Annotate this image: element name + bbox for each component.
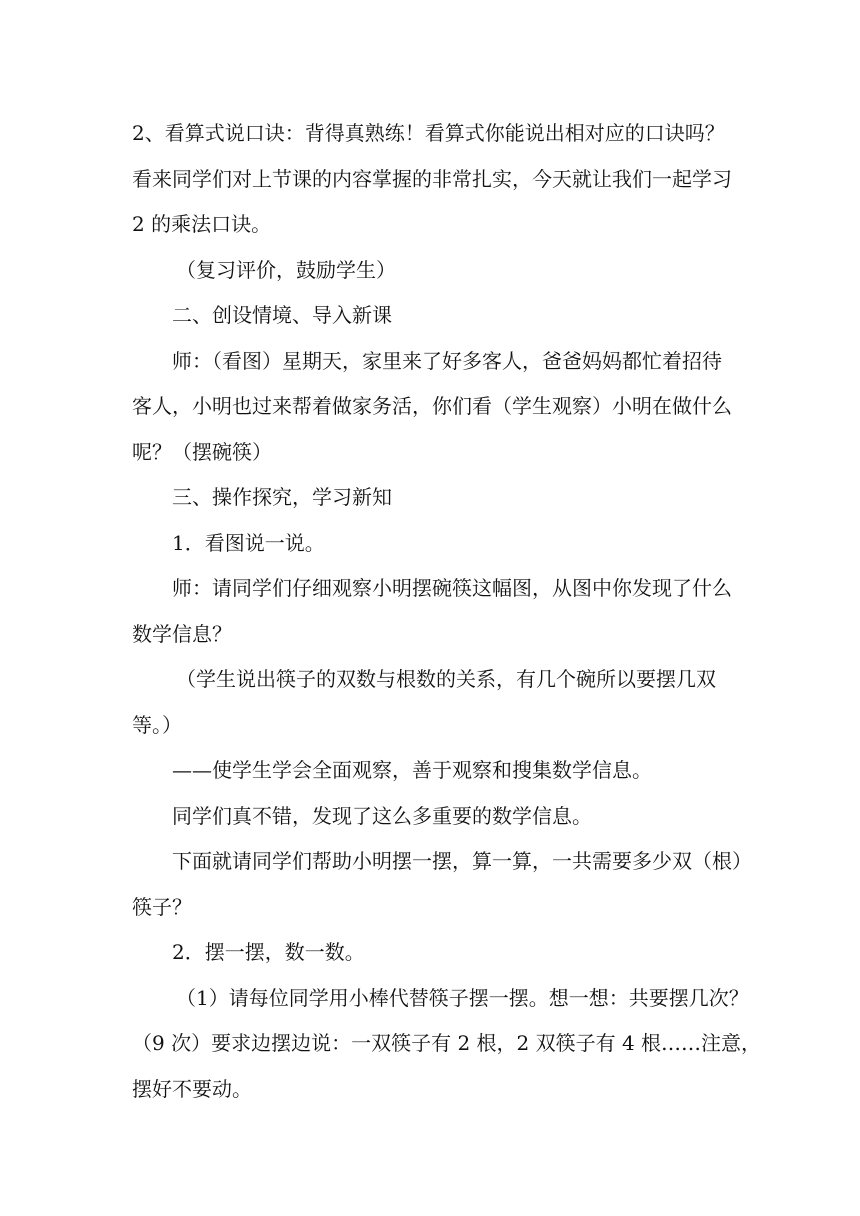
text-line: （学生说出筷子的双数与根数的关系，有几个碗所以要摆几双 (176, 667, 716, 691)
text-line: 筷子？ (132, 894, 192, 919)
text-line: 等。） (132, 712, 182, 737)
text-line: 数学信息？ (132, 621, 232, 646)
text-line: 摆好不要动。 (132, 1076, 252, 1101)
paragraph-review-formula (132, 111, 732, 248)
section-heading-situation (132, 293, 732, 339)
text-line: 2、看算式说口诀：背得真熟练！看算式你能说出相对应的口诀吗？ (132, 121, 725, 145)
document-body (132, 111, 762, 1112)
paragraph-student-answer (132, 657, 732, 748)
paragraph-activity-instructions (132, 976, 762, 1113)
text-line: 2 的乘法口诀。 (132, 212, 272, 236)
paragraph-praise (132, 794, 732, 840)
section-heading-explore (132, 475, 732, 521)
subheading-look-and-say (132, 521, 732, 567)
text-line: 客人，小明也过来帮着做家务活，你们看（学生观察）小明在做什么 (132, 394, 732, 418)
text-line: ——使学生学会全面观察，善于观察和搜集数学信息。 (172, 758, 652, 782)
text-line: （复习评价，鼓励学生） (176, 257, 396, 282)
paragraph-teacher-question (132, 566, 732, 657)
subheading-arrange-and-count (132, 930, 732, 976)
text-line: 呢？（摆碗筷） (132, 439, 272, 464)
text-line: 1．看图说一说。 (172, 530, 325, 555)
text-line: 师：请同学们仔细观察小明摆碗筷这幅图，从图中你发现了什么 (172, 576, 732, 600)
paragraph-teacher-intro (132, 339, 732, 476)
text-line: 三、操作探究，学习新知 (172, 485, 392, 509)
text-line: 二、创设情境、导入新课 (172, 303, 392, 327)
paragraph-task-intro (132, 839, 752, 930)
text-line: （9 次）要求边摆边说：一双筷子有 2 根，2 双筷子有 4 根……注意， (132, 1031, 762, 1055)
text-line: 下面就请同学们帮助小明摆一摆，算一算，一共需要多少双（根） (172, 849, 752, 873)
text-line: 同学们真不错，发现了这么多重要的数学信息。 (172, 803, 592, 828)
text-line: （1）请每位同学用小棒代替筷子摆一摆。想一想：共要摆几次？ (176, 985, 749, 1010)
text-line: 看来同学们对上节课的内容掌握的非常扎实，今天就让我们一起学习 (132, 166, 732, 191)
text-line: 师：（看图）星期天，家里来了好多客人，爸爸妈妈都忙着招待 (172, 348, 722, 373)
paragraph-purpose-note (132, 748, 732, 794)
text-line: 2．摆一摆，数一数。 (172, 940, 365, 964)
paragraph-review-note (132, 248, 732, 294)
